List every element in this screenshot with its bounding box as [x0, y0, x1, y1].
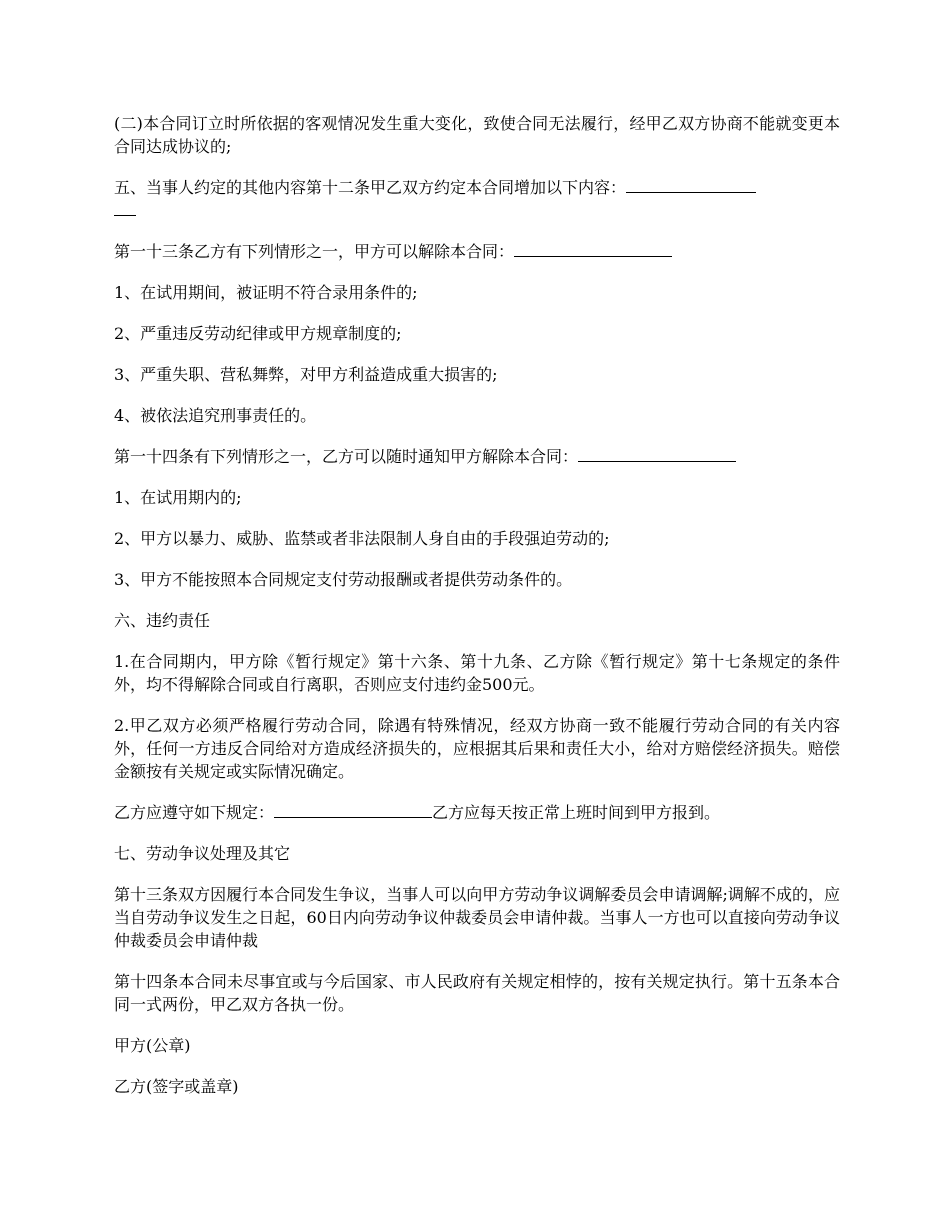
signature-party-a: 甲方(公章): [114, 1036, 191, 1055]
paragraph-dispute-article-14: 第十四条本合同未尽事宜或与今后国家、市人民政府有关规定相悖的，按有关规定执行。第十五条本合同一式两份，甲乙双方各执一份。: [114, 972, 840, 1014]
fill-in-blank: [514, 240, 672, 257]
list-item: 1、在试用期间，被证明不符合录用条件的;: [114, 283, 418, 302]
list-item: 4、被依法追究刑事责任的。: [114, 406, 317, 425]
paragraph-breach-1: 1.在合同期内，甲方除《暂行规定》第十六条、第十九条、乙方除《暂行规定》第十七条规定的条件外，均不得解除合同或自行离职，否则应支付违约金500元。: [114, 652, 840, 694]
paragraph-text: 第一十三条乙方有下列情形之一，甲方可以解除本合同：: [114, 242, 515, 261]
paragraph-text: 乙方应遵守如下规定：: [114, 803, 275, 822]
paragraph-text: 第一十四条有下列情形之一，乙方可以随时通知甲方解除本合同：: [114, 447, 579, 466]
paragraph-termination-condition: (二)本合同订立时所依据的客观情况发生重大变化，致使合同无法履行，经甲乙双方协商不能就变更本合同达成协议的;: [114, 114, 840, 156]
paragraph-article-14: [114, 445, 840, 468]
paragraph-dispute-article-13: 第十三条双方因履行本合同发生争议，当事人可以向甲方劳动争议调解委员会申请调解;调解不成的，应当自劳动争议发生之日起，60日内向劳动争议仲裁委员会申请仲裁。当事人一方也可以直接向劳动争议仲裁委员会申请仲裁: [114, 885, 840, 950]
fill-in-blank: [578, 445, 736, 462]
paragraph-text: 乙方应每天按正常上班时间到甲方报到。: [432, 803, 721, 822]
list-item: 2、严重违反劳动纪律或甲方规章制度的;: [114, 324, 402, 343]
paragraph-article-13: [114, 240, 840, 263]
paragraph-rules: [114, 801, 840, 824]
signature-party-b: 乙方(签字或盖章): [114, 1077, 239, 1096]
list-item: 2、甲方以暴力、威胁、监禁或者非法限制人身自由的手段强迫劳动的;: [114, 529, 610, 548]
list-item: 3、严重失职、营私舞弊，对甲方利益造成重大损害的;: [114, 365, 498, 384]
list-item: 3、甲方不能按照本合同规定支付劳动报酬或者提供劳动条件的。: [114, 570, 573, 589]
section-heading-disputes: 七、劳动争议处理及其它: [114, 844, 291, 863]
paragraph-text: 五、当事人约定的其他内容第十二条甲乙双方约定本合同增加以下内容：: [114, 178, 627, 197]
fill-in-blank: [114, 199, 136, 216]
paragraph-section-5-heading: [114, 176, 840, 222]
list-item: 1、在试用期内的;: [114, 488, 242, 507]
paragraph-breach-2: 2.甲乙双方必须严格履行劳动合同，除遇有特殊情况，经双方协商一致不能履行劳动合同的有关内容外，任何一方违反合同给对方造成经济损失的，应根据其后果和责任大小，给对方赔偿经济损失。赔偿金额按有关规定或实际情况确定。: [114, 716, 840, 781]
fill-in-blank: [626, 176, 756, 193]
section-heading-breach: 六、违约责任: [114, 611, 211, 630]
fill-in-blank: [274, 801, 432, 818]
